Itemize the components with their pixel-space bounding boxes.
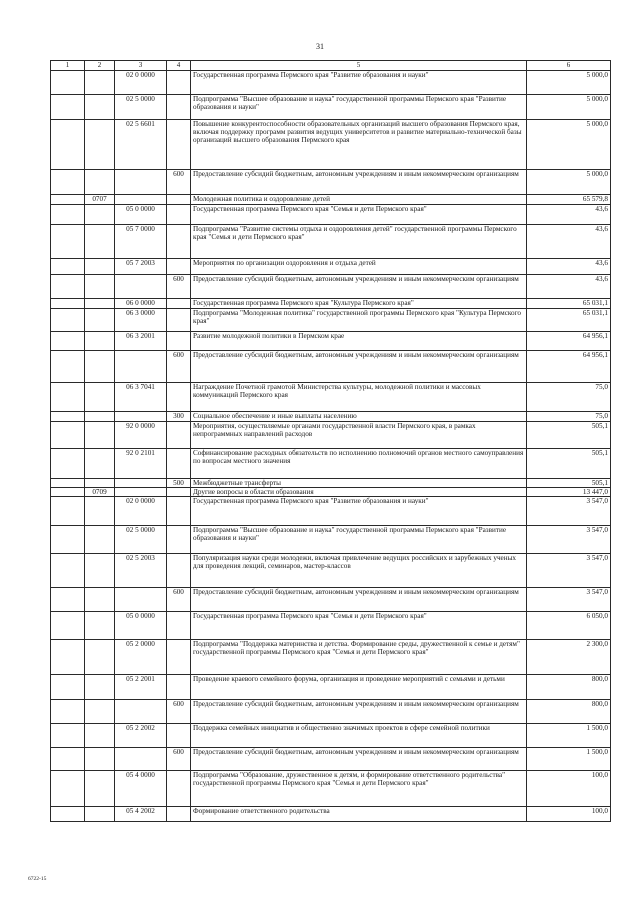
table-row: [51, 332, 611, 351]
expense-type-cell: [167, 488, 191, 497]
col1-cell: [51, 488, 85, 497]
amount-cell: 6 050,0: [527, 612, 611, 640]
target-article-cell: 92 0 2101: [115, 449, 167, 479]
target-article-cell: [115, 588, 167, 612]
expense-type-cell: 600: [167, 170, 191, 195]
expense-type-cell: [167, 195, 191, 205]
table-row: [51, 383, 611, 412]
header-cell: 1: [51, 61, 85, 71]
target-article-cell: 92 0 0000: [115, 422, 167, 449]
table-row: [51, 612, 611, 640]
expense-name-cell: Государственная программа Пермского края "Развитие образования и науки": [191, 71, 527, 95]
expense-type-cell: [167, 332, 191, 351]
section-code-cell: [85, 554, 115, 588]
col1-cell: [51, 771, 85, 807]
col1-cell: [51, 588, 85, 612]
expense-type-cell: [167, 612, 191, 640]
amount-cell: 13 447,0: [527, 488, 611, 497]
section-code-cell: [85, 225, 115, 259]
col1-cell: [51, 526, 85, 554]
section-code-cell: [85, 309, 115, 332]
amount-cell: 800,0: [527, 675, 611, 700]
expense-name-cell: Подпрограмма "Высшее образование и наука" государственной программы Пермского края "Развитие образования и науки": [191, 526, 527, 554]
target-article-cell: 05 4 0000: [115, 771, 167, 807]
expense-name-cell: Подпрограмма "Образование, дружественное к детям, и формирование ответственного родительства" государственной программы Пермского края "Семья и дети Пермского края": [191, 771, 527, 807]
section-code-cell: [85, 771, 115, 807]
col1-cell: [51, 71, 85, 95]
section-code-cell: [85, 332, 115, 351]
expense-name-cell: Государственная программа Пермского края "Семья и дети Пермского края": [191, 612, 527, 640]
col1-cell: [51, 422, 85, 449]
amount-cell: 505,1: [527, 449, 611, 479]
expense-name-cell: Социальное обеспечение и иные выплаты населению: [191, 412, 527, 422]
target-article-cell: [115, 479, 167, 488]
table-row: [51, 275, 611, 299]
section-code-cell: [85, 71, 115, 95]
table-row: [51, 479, 611, 488]
section-code-cell: [85, 724, 115, 748]
expense-type-cell: [167, 120, 191, 170]
table-row: [51, 170, 611, 195]
expense-name-cell: Предоставление субсидий бюджетным, автономным учреждениям и иным некоммерческим организациям: [191, 351, 527, 383]
col1-cell: [51, 675, 85, 700]
amount-cell: 3 547,0: [527, 554, 611, 588]
target-article-cell: 02 0 0000: [115, 497, 167, 526]
target-article-cell: [115, 412, 167, 422]
expense-name-cell: Подпрограмма "Молодежная политика" государственной программы Пермского края "Культура Пермского края": [191, 309, 527, 332]
table-row: [51, 675, 611, 700]
amount-cell: 1 500,0: [527, 724, 611, 748]
header-cell: 6: [527, 61, 611, 71]
expense-type-cell: [167, 640, 191, 675]
table-row: [51, 449, 611, 479]
expense-name-cell: Предоставление субсидий бюджетным, автономным учреждениям и иным некоммерческим организациям: [191, 748, 527, 771]
target-article-cell: [115, 195, 167, 205]
section-code-cell: [85, 612, 115, 640]
target-article-cell: [115, 748, 167, 771]
col1-cell: [51, 612, 85, 640]
target-article-cell: 05 2 0000: [115, 640, 167, 675]
col1-cell: [51, 351, 85, 383]
col1-cell: [51, 700, 85, 724]
table-row: [51, 588, 611, 612]
target-article-cell: 06 3 7041: [115, 383, 167, 412]
table-row: [51, 807, 611, 822]
header-cell: 5: [191, 61, 527, 71]
section-code-cell: [85, 383, 115, 412]
col1-cell: [51, 479, 85, 488]
expense-name-cell: Повышение конкурентоспособности образовательных организаций высшего образования Пермского края, включая поддержку программ развития ведущих университетов и развитие материально-технической базы организаций высшего образования Пермского края: [191, 120, 527, 170]
expense-type-cell: [167, 299, 191, 309]
header-cell: 4: [167, 61, 191, 71]
section-code-cell: [85, 351, 115, 383]
amount-cell: 100,0: [527, 771, 611, 807]
amount-cell: 75,0: [527, 412, 611, 422]
expense-type-cell: [167, 554, 191, 588]
expense-type-cell: [167, 309, 191, 332]
table-row: [51, 724, 611, 748]
section-code-cell: [85, 588, 115, 612]
col1-cell: [51, 724, 85, 748]
target-article-cell: 02 5 0000: [115, 95, 167, 120]
amount-cell: 65 031,1: [527, 309, 611, 332]
expense-type-cell: [167, 807, 191, 822]
col1-cell: [51, 449, 85, 479]
expense-name-cell: Подпрограмма "Высшее образование и наука" государственной программы Пермского края "Развитие образования и науки": [191, 95, 527, 120]
amount-cell: 5 000,0: [527, 120, 611, 170]
amount-cell: 3 547,0: [527, 497, 611, 526]
amount-cell: 1 500,0: [527, 748, 611, 771]
col1-cell: [51, 497, 85, 526]
col1-cell: [51, 640, 85, 675]
expense-type-cell: 500: [167, 479, 191, 488]
expense-type-cell: [167, 205, 191, 225]
expense-type-cell: [167, 497, 191, 526]
section-code-cell: [85, 807, 115, 822]
table-row: [51, 195, 611, 205]
document-footer-code: 6722-15: [28, 876, 47, 882]
target-article-cell: 05 4 2002: [115, 807, 167, 822]
expense-name-cell: Молодежная политика и оздоровление детей: [191, 195, 527, 205]
amount-cell: 43,6: [527, 205, 611, 225]
section-code-cell: [85, 479, 115, 488]
expense-name-cell: Государственная программа Пермского края "Культура Пермского края": [191, 299, 527, 309]
target-article-cell: [115, 170, 167, 195]
amount-cell: 43,6: [527, 259, 611, 275]
col1-cell: [51, 195, 85, 205]
target-article-cell: 05 2 2001: [115, 675, 167, 700]
target-article-cell: [115, 488, 167, 497]
section-code-cell: [85, 170, 115, 195]
expense-type-cell: [167, 71, 191, 95]
col1-cell: [51, 748, 85, 771]
section-code-cell: 0709: [85, 488, 115, 497]
section-code-cell: [85, 700, 115, 724]
expense-name-cell: Софинансирование расходных обязательств по исполнению полномочий органов местного самоуправления по вопросам местного значения: [191, 449, 527, 479]
target-article-cell: 05 0 0000: [115, 205, 167, 225]
section-code-cell: [85, 120, 115, 170]
col1-cell: [51, 120, 85, 170]
amount-cell: 100,0: [527, 807, 611, 822]
expense-type-cell: 600: [167, 351, 191, 383]
expense-type-cell: [167, 422, 191, 449]
expense-type-cell: [167, 225, 191, 259]
table-row: [51, 351, 611, 383]
page-number: 31: [316, 42, 324, 51]
expense-type-cell: 600: [167, 275, 191, 299]
col1-cell: [51, 554, 85, 588]
table-row: [51, 771, 611, 807]
col1-cell: [51, 412, 85, 422]
section-code-cell: [85, 259, 115, 275]
expense-type-cell: [167, 526, 191, 554]
section-code-cell: [85, 748, 115, 771]
target-article-cell: 05 0 0000: [115, 612, 167, 640]
amount-cell: 800,0: [527, 700, 611, 724]
table-row: [51, 640, 611, 675]
table-row: [51, 309, 611, 332]
section-code-cell: [85, 205, 115, 225]
section-code-cell: [85, 412, 115, 422]
expense-name-cell: Другие вопросы в области образования: [191, 488, 527, 497]
target-article-cell: 02 5 2003: [115, 554, 167, 588]
target-article-cell: 02 5 6601: [115, 120, 167, 170]
expense-name-cell: Мероприятия, осуществляемые органами государственной власти Пермского края, в рамках непрограммных направлений расходов: [191, 422, 527, 449]
section-code-cell: [85, 422, 115, 449]
target-article-cell: [115, 351, 167, 383]
expense-type-cell: 600: [167, 748, 191, 771]
header-cell: 3: [115, 61, 167, 71]
table-row: [51, 95, 611, 120]
section-code-cell: [85, 497, 115, 526]
table-row: [51, 259, 611, 275]
target-article-cell: 05 7 2003: [115, 259, 167, 275]
amount-cell: 43,6: [527, 275, 611, 299]
table-row: [51, 748, 611, 771]
expense-name-cell: Развитие молодежной политики в Пермском крае: [191, 332, 527, 351]
table-row: [51, 225, 611, 259]
table-row: [51, 526, 611, 554]
amount-cell: 75,0: [527, 383, 611, 412]
expense-type-cell: [167, 383, 191, 412]
section-code-cell: [85, 95, 115, 120]
header-cell: 2: [85, 61, 115, 71]
expense-name-cell: Предоставление субсидий бюджетным, автономным учреждениям и иным некоммерческим организациям: [191, 588, 527, 612]
target-article-cell: 05 7 0000: [115, 225, 167, 259]
amount-cell: 3 547,0: [527, 526, 611, 554]
target-article-cell: 05 2 2002: [115, 724, 167, 748]
table-row: [51, 71, 611, 95]
col1-cell: [51, 225, 85, 259]
section-code-cell: [85, 526, 115, 554]
table-row: [51, 554, 611, 588]
expense-type-cell: [167, 449, 191, 479]
target-article-cell: 02 0 0000: [115, 71, 167, 95]
col1-cell: [51, 299, 85, 309]
table-row: [51, 120, 611, 170]
target-article-cell: 06 3 0000: [115, 309, 167, 332]
expense-name-cell: Государственная программа Пермского края "Развитие образования и науки": [191, 497, 527, 526]
expense-type-cell: 300: [167, 412, 191, 422]
table-row: [51, 205, 611, 225]
expense-type-cell: 600: [167, 700, 191, 724]
section-code-cell: [85, 675, 115, 700]
col1-cell: [51, 205, 85, 225]
table-row: [51, 422, 611, 449]
col1-cell: [51, 170, 85, 195]
col1-cell: [51, 275, 85, 299]
expense-name-cell: Мероприятия по организации оздоровления и отдыха детей: [191, 259, 527, 275]
col1-cell: [51, 332, 85, 351]
col1-cell: [51, 807, 85, 822]
amount-cell: 65 579,8: [527, 195, 611, 205]
expense-name-cell: Государственная программа Пермского края "Семья и дети Пермского края": [191, 205, 527, 225]
expense-type-cell: [167, 771, 191, 807]
section-code-cell: 0707: [85, 195, 115, 205]
expense-name-cell: Подпрограмма "Развитие системы отдыха и оздоровления детей" государственной программы Пермского края "Семья и дети Пермского края": [191, 225, 527, 259]
target-article-cell: 06 3 2001: [115, 332, 167, 351]
amount-cell: 5 000,0: [527, 71, 611, 95]
amount-cell: 5 000,0: [527, 95, 611, 120]
amount-cell: 505,1: [527, 479, 611, 488]
expense-type-cell: 600: [167, 588, 191, 612]
amount-cell: 64 956,1: [527, 351, 611, 383]
expense-name-cell: Проведение краевого семейного форума, организация и проведение мероприятий с семьями и детьми: [191, 675, 527, 700]
col1-cell: [51, 95, 85, 120]
amount-cell: 505,1: [527, 422, 611, 449]
expense-name-cell: Поддержка семейных инициатив и общественно значимых проектов в сфере семейной политики: [191, 724, 527, 748]
col1-cell: [51, 309, 85, 332]
section-code-cell: [85, 449, 115, 479]
target-article-cell: [115, 275, 167, 299]
amount-cell: 43,6: [527, 225, 611, 259]
table-row: [51, 497, 611, 526]
expense-name-cell: Награждение Почетной грамотой Министерства культуры, молодежной политики и массовых коммуникаций Пермского края: [191, 383, 527, 412]
expense-name-cell: Предоставление субсидий бюджетным, автономным учреждениям и иным некоммерческим организациям: [191, 170, 527, 195]
table-row: [51, 700, 611, 724]
expense-type-cell: [167, 675, 191, 700]
amount-cell: 2 300,0: [527, 640, 611, 675]
expense-type-cell: [167, 724, 191, 748]
budget-table: [50, 60, 611, 822]
amount-cell: 64 956,1: [527, 332, 611, 351]
expense-name-cell: Предоставление субсидий бюджетным, автономным учреждениям и иным некоммерческим организациям: [191, 275, 527, 299]
expense-name-cell: Популяризация науки среди молодежи, включая привлечение ведущих российских и зарубежных ученых для проведения лекций, семинаров, мастер-классов: [191, 554, 527, 588]
col1-cell: [51, 383, 85, 412]
section-code-cell: [85, 640, 115, 675]
table-header-row: [51, 61, 611, 71]
amount-cell: 65 031,1: [527, 299, 611, 309]
section-code-cell: [85, 299, 115, 309]
table-row: [51, 299, 611, 309]
col1-cell: [51, 259, 85, 275]
expense-type-cell: [167, 259, 191, 275]
target-article-cell: 06 0 0000: [115, 299, 167, 309]
section-code-cell: [85, 275, 115, 299]
expense-name-cell: Предоставление субсидий бюджетным, автономным учреждениям и иным некоммерческим организациям: [191, 700, 527, 724]
expense-type-cell: [167, 95, 191, 120]
expense-name-cell: Подпрограмма "Поддержка материнства и детства. Формирование среды, дружественной к семье и детям" государственной программы Пермского края "Семья и дети Пермского края": [191, 640, 527, 675]
expense-name-cell: Формирование ответственного родительства: [191, 807, 527, 822]
amount-cell: 3 547,0: [527, 588, 611, 612]
target-article-cell: 02 5 0000: [115, 526, 167, 554]
expense-name-cell: Межбюджетные трансферты: [191, 479, 527, 488]
amount-cell: 5 000,0: [527, 170, 611, 195]
table-row: [51, 488, 611, 497]
table-row: [51, 412, 611, 422]
target-article-cell: [115, 700, 167, 724]
